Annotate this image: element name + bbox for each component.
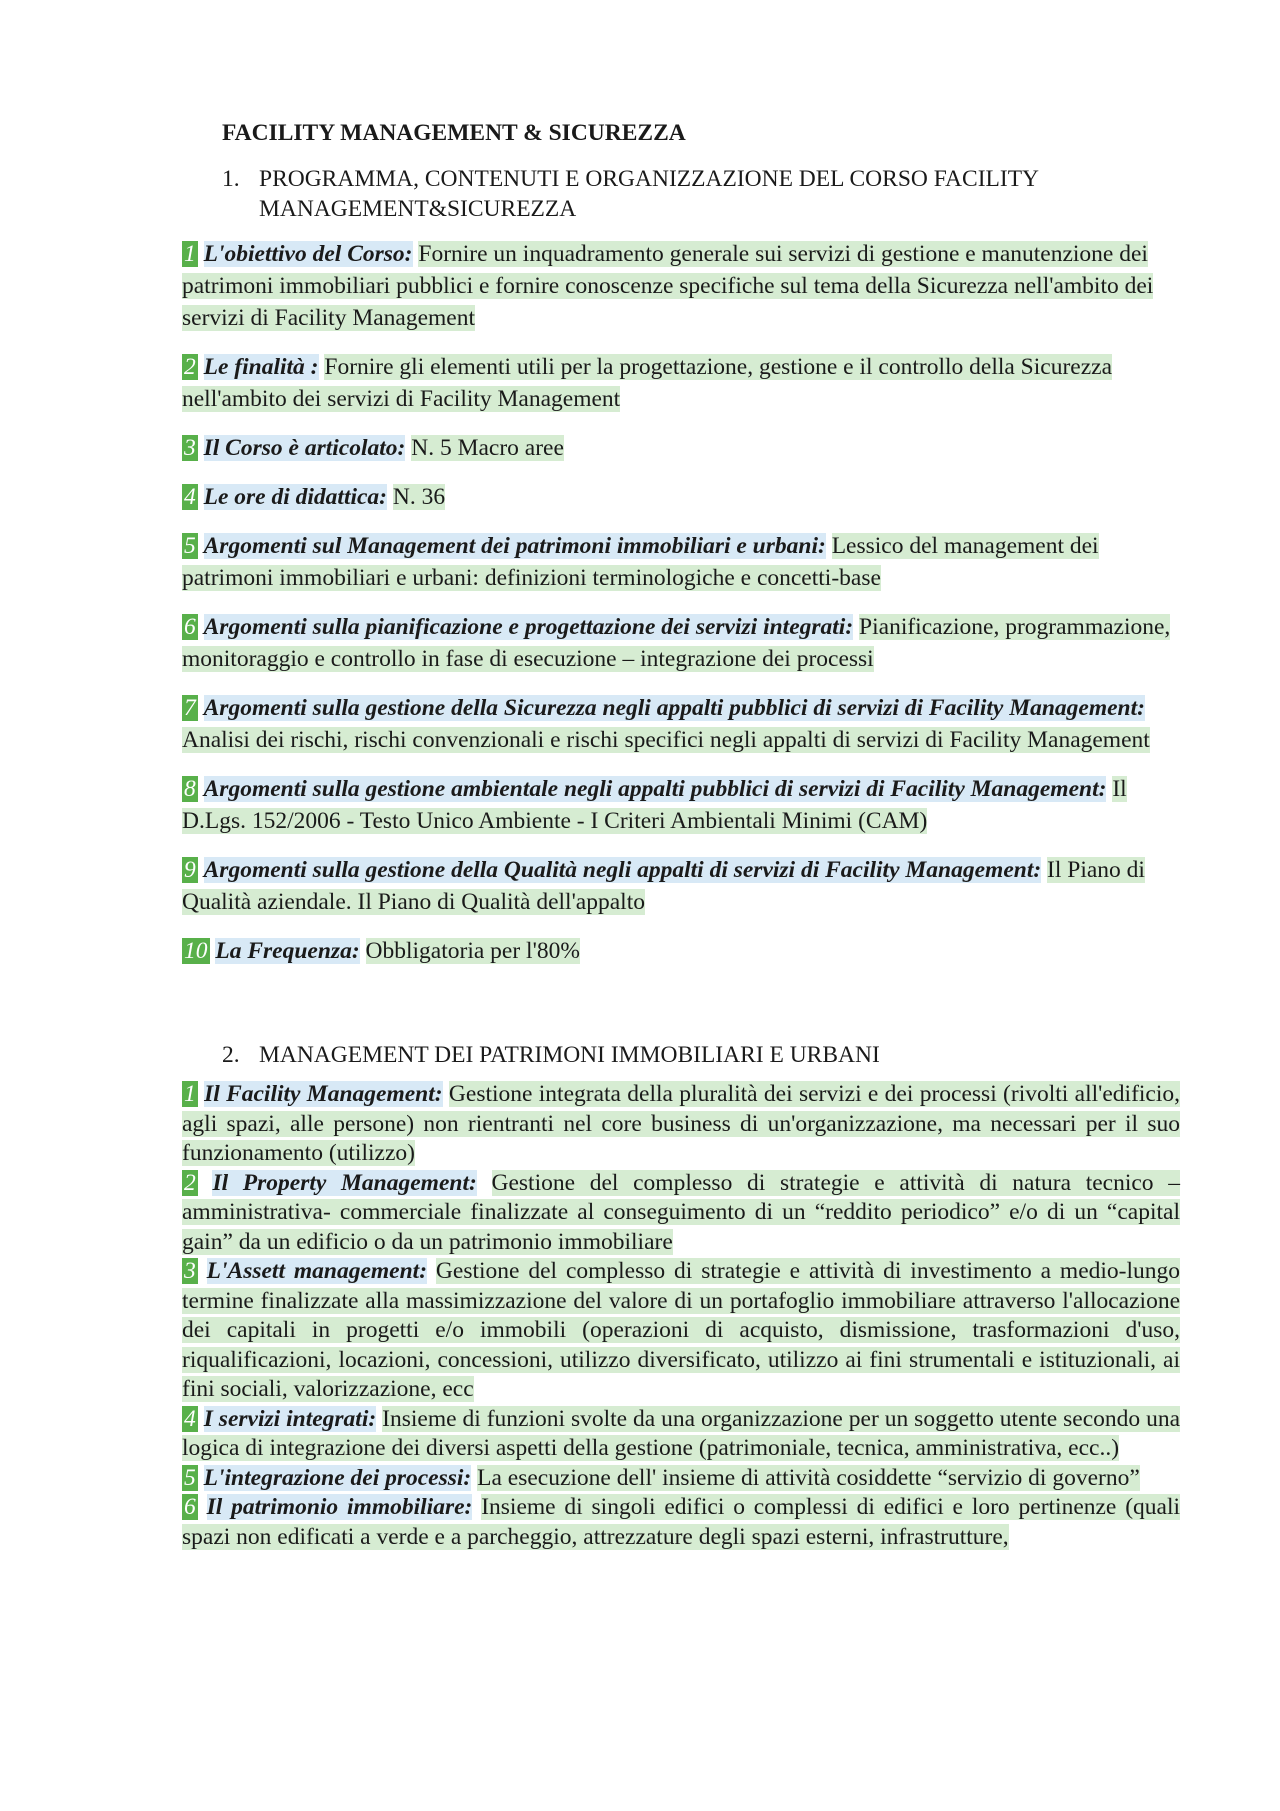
item-label: L'Assett management: [206, 1258, 428, 1284]
item-label: Il Corso è articolato: [203, 435, 406, 461]
section-number: 2. [222, 1042, 240, 1068]
item-label: Argomenti sul Management dei patrimoni immobiliari e urbani: [203, 533, 826, 559]
item-number-badge: 2 [184, 354, 196, 380]
section-2-list [182, 1080, 1180, 1552]
item-text: Analisi dei rischi, rischi convenzionali e rischi specifici negli appalti di servizi di Facility Management [182, 727, 1150, 753]
item-number-badge: 1 [184, 1081, 196, 1107]
item-label: L'integrazione dei processi: [203, 1464, 472, 1491]
item-label: Il Facility Management: [204, 1081, 443, 1107]
item-text: Il Piano di Qualità aziendale. Il Piano di Qualità dell'appalto [182, 857, 1145, 915]
list-item [182, 854, 1180, 918]
list-item [182, 773, 1180, 837]
item-number-badge: 5 [184, 1464, 196, 1491]
item-number-badge: 9 [184, 857, 196, 883]
item-text: N. 36 [392, 484, 446, 510]
item-number-badge: 1 [184, 241, 196, 267]
list-item [182, 1169, 1180, 1258]
item-text: Fornire gli elementi utili per la progettazione, gestione e il controllo della Sicurezza nell'ambito dei servizi di Facility Management [182, 354, 1113, 412]
document-title: FACILITY MANAGEMENT & SICUREZZA [222, 120, 686, 146]
section-heading-2 [222, 1040, 1180, 1070]
item-label: Il Property Management: [212, 1169, 477, 1196]
section-number: 1. [222, 166, 240, 192]
item-text: Gestione del complesso di strategie e attività di investimento a medio-lungo termine finalizzate alla massimizzazione del valore di un portafoglio immobiliare attraverso l'allocazione dei capitali in progetti e/o immobili (operazioni di acquisto, dismissione, trasformazioni d'uso, riqualificazioni, locazioni, concessioni, utilizzo diversificato, utilizzo ai fini strumentali e istituzionali, ai fini sociali, valorizzazione, ecc [182, 1258, 1181, 1402]
section-gap [182, 984, 1180, 1024]
item-label: Argomenti sulla gestione della Qualità negli appalti di servizi di Facility Management: [203, 857, 1042, 883]
item-label: Argomenti sulla gestione ambientale negli appalti pubblici di servizi di Facility Management: [203, 776, 1107, 802]
list-item [182, 1405, 1180, 1464]
item-number-badge: 3 [184, 435, 196, 461]
list-item [182, 1080, 1180, 1169]
section-title: PROGRAMMA, CONTENUTI E ORGANIZZAZIONE DEL CORSO FACILITY MANAGEMENT&SICUREZZA [259, 166, 1039, 222]
list-item [182, 530, 1180, 594]
item-text: Il D.Lgs. 152/2006 - Testo Unico Ambiente - I Criteri Ambientali Minimi (CAM) [182, 776, 1127, 834]
list-item [182, 935, 1180, 967]
item-number-badge: 6 [184, 1494, 196, 1520]
item-number-badge: 7 [184, 695, 196, 721]
item-label: Argomenti sulla gestione della Sicurezza negli appalti pubblici di servizi di Facility Management: [203, 695, 1145, 721]
item-number-badge: 5 [184, 533, 196, 559]
item-label: La Frequenza: [215, 938, 360, 964]
list-item [182, 1493, 1180, 1552]
item-number-badge: 2 [184, 1169, 196, 1196]
item-label: Le ore di didattica: [203, 484, 388, 510]
item-text: Lessico del management dei patrimoni immobiliari e urbani: definizioni terminologiche e concetti-base [182, 533, 1099, 591]
item-text: Obbligatoria per l'80% [365, 938, 580, 964]
list-item [182, 1257, 1180, 1405]
item-label: I servizi integrati: [203, 1405, 377, 1432]
list-item [182, 432, 1180, 464]
item-number-badge: 4 [184, 1405, 196, 1432]
item-label: Argomenti sulla pianificazione e progettazione dei servizi integrati: [203, 614, 854, 640]
item-number-badge: 10 [184, 938, 208, 964]
section-title: MANAGEMENT DEI PATRIMONI IMMOBILIARI E URBANI [259, 1042, 880, 1068]
list-item [182, 1464, 1180, 1494]
item-number-badge: 4 [184, 484, 196, 510]
item-text: Insieme di singoli edifici o complessi di edifici e loro pertinenze (quali spazi non edificati a verde e a parcheggio, attrezzature degli spazi esterni, infrastrutture, [182, 1494, 1181, 1550]
list-item [182, 692, 1180, 756]
item-number-badge: 6 [184, 614, 196, 640]
item-label: Il patrimonio immobiliare: [206, 1494, 473, 1520]
item-text: La esecuzione dell' insieme di attività cosiddette “servizio di governo” [477, 1464, 1140, 1491]
item-text: Insieme di funzioni svolte da una organizzazione per un soggetto utente secondo una logica di integrazione dei diversi aspetti della gestione (patrimoniale, tecnica, amministrativa, ecc..) [182, 1405, 1181, 1461]
list-item [182, 481, 1180, 513]
list-item [182, 351, 1180, 415]
section-heading-1 [222, 164, 1180, 224]
list-item [182, 611, 1180, 675]
item-text: Gestione del complesso di strategie e attività di natura tecnico – amministrativa- commerciale finalizzate al conseguimento di un “reddito periodico” e/o di un “capital gain” da un edificio o da un patrimonio immobiliare [182, 1169, 1180, 1255]
item-text: Gestione integrata della pluralità dei servizi e dei processi (rivolti all'edificio, agli spazi, alle persone) non rientranti nel core business di un'organizzazione, ma necessari per il suo funzionamento (utilizzo) [182, 1081, 1181, 1166]
section-1-list [182, 238, 1180, 967]
item-label: L'obiettivo del Corso: [203, 241, 413, 267]
list-item [182, 238, 1180, 334]
item-text: Fornire un inquadramento generale sui servizi di gestione e manutenzione dei patrimoni immobiliari pubblici e fornire conoscenze specifiche sul tema della Sicurezza nell'ambito dei servizi di Facility Management [182, 241, 1154, 331]
item-text: Pianificazione, programmazione, monitoraggio e controllo in fase di esecuzione – integrazione dei processi [182, 614, 1171, 672]
item-label: Le finalità : [203, 354, 319, 380]
item-text: N. 5 Macro aree [411, 435, 564, 461]
item-number-badge: 3 [184, 1258, 196, 1284]
item-number-badge: 8 [184, 776, 196, 802]
